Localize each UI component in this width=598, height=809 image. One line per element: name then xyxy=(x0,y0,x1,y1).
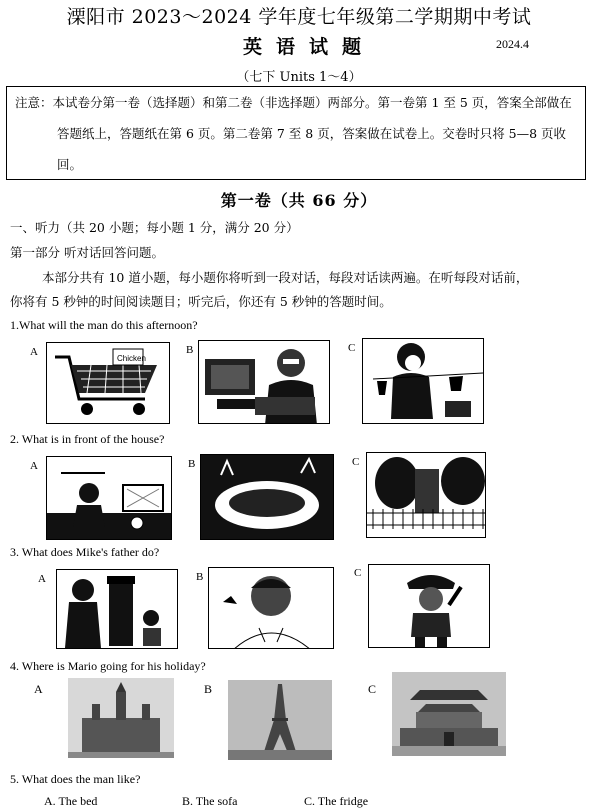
exam-subtitle: 英语试题 xyxy=(242,36,375,58)
computer-user-image xyxy=(198,340,330,424)
listening-section: 第一部分 听对话回答问题。 xyxy=(10,245,164,260)
instructions-line-1: 本部分共有 10 道小题，每小题你将听到一段对话，每段对话读两遍。在听每段对话前， xyxy=(42,270,529,285)
listening-heading: 一、听力（共 20 小题；每小题 1 分，满分 20 分） xyxy=(10,220,299,235)
question-1: 1.What will the man do this afternoon? xyxy=(10,318,198,332)
q3-label-a: A xyxy=(38,573,46,585)
q2-label-a: A xyxy=(30,460,38,472)
q4-label-c: C xyxy=(368,682,377,696)
notice-box xyxy=(6,86,586,180)
exam-date: 2024.4 xyxy=(496,37,529,51)
moscow-image xyxy=(68,678,174,758)
eiffel-tower-image xyxy=(228,680,332,760)
q2-label-b: B xyxy=(188,458,196,470)
policeman-image xyxy=(368,564,490,648)
q4-label-b: B xyxy=(204,682,213,696)
q4-label-a: A xyxy=(34,682,43,696)
pond-image xyxy=(200,454,334,540)
q3-label-b: B xyxy=(196,571,204,583)
q5-option-c: C. The fridge xyxy=(304,794,369,808)
shopping-cart-image xyxy=(46,342,170,424)
exam-title: 溧阳市 2023～2024 学年度七年级第二学期期中考试 xyxy=(66,6,532,28)
notice-text: 注意：本试卷分第一卷（选择题）和第二卷（非选择题）两部分。第一卷第 1 至 5 页，答案全部做在答题纸上，答题纸在第 6 页。第二卷第 7 至 8 页，答案做在试卷上。交卷时只将 5—8 页收回。 xyxy=(15,95,572,172)
question-2: 2. What is in front of the house? xyxy=(10,432,165,446)
q1-label-b: B xyxy=(186,344,194,356)
q5-option-a: A. The bed xyxy=(44,794,98,808)
football-field-image xyxy=(46,456,172,540)
question-3: 3. What does Mike's father do? xyxy=(10,545,160,559)
question-5: 5. What does the man like? xyxy=(10,772,141,786)
instructions-line-2: 你将有 5 秒钟的时间阅读题目；听完后，你还有 5 秒钟的答题时间。 xyxy=(10,294,392,309)
laundry-image xyxy=(362,338,484,424)
q1-label-c: C xyxy=(348,342,356,354)
q5-option-b: B. The sofa xyxy=(182,794,238,808)
q1-label-a: A xyxy=(30,346,38,358)
q2-label-c: C xyxy=(352,456,360,468)
postman-image xyxy=(56,569,178,649)
question-4: 4. Where is Mario going for his holiday? xyxy=(10,659,206,673)
tiananmen-image xyxy=(392,672,506,756)
garden-fence-image xyxy=(366,452,486,538)
cart-sign: Chicken xyxy=(117,354,146,363)
doctor-image xyxy=(208,567,334,649)
q3-label-c: C xyxy=(354,567,362,579)
exam-units: （七下 Units 1～4） xyxy=(236,70,362,85)
part1-title: 第一卷（共 66 分） xyxy=(220,191,378,210)
